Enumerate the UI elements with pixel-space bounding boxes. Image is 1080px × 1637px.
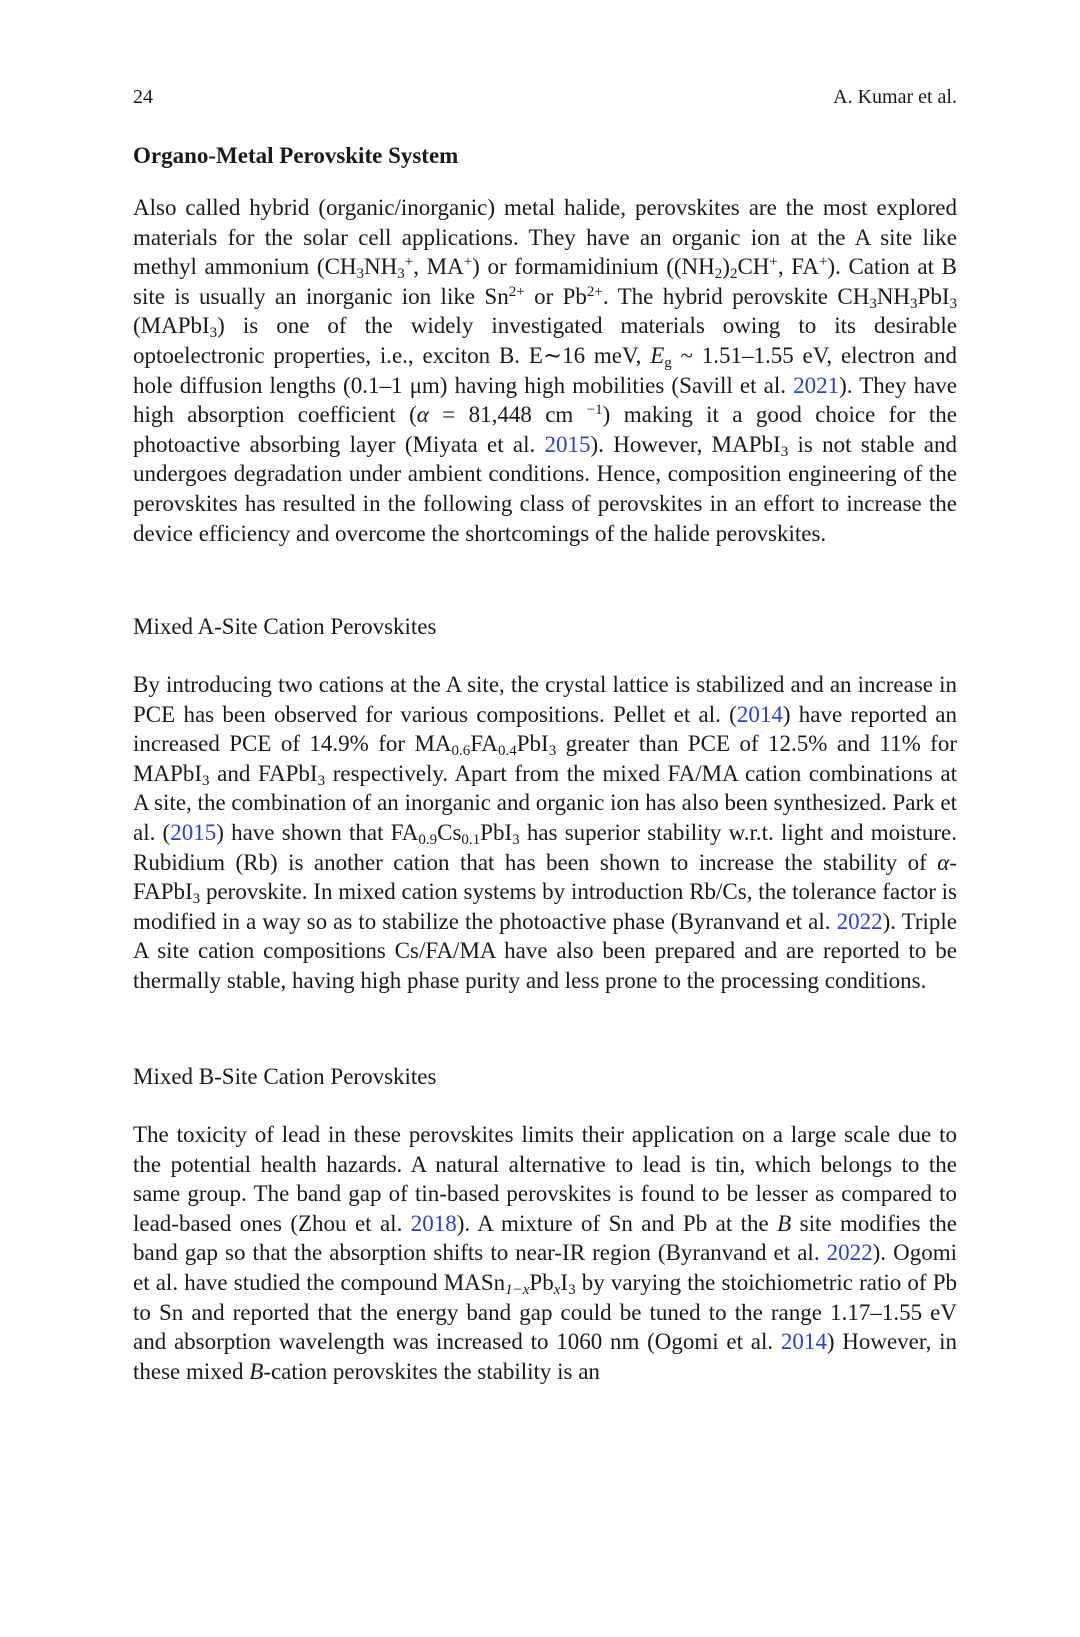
paragraph-b-site: The toxicity of lead in these perovskites limits their application on a large scale due to the potential health hazards. A natural alternative to lead is tin, which belongs to the same group. The band gap of tin-based perovskites is found to be lesser as compared to lead-based ones (Zhou et al. 2018). A mixture of Sn and Pb at the B site modifies the band gap so that the absorption shifts to near-IR region (Byranvand et al. 2022). Ogomi et al. have studied the compound $MASn_{1-x}Pb_xI_3$ by varying the stoichiometric ratio of Pb to Sn and reported that the energy band gap could be tuned to the range 1.17–1.55 eV and absorption wavelength was increased to 1060 nm (Ogomi et al. 2014) However, in these mixed B-cation perovskites the stability is an — [133, 1122, 958, 1384]
citation-link-pellet-2014[interactable]: 2014 — [736, 701, 783, 727]
citation-link-ogomi-2014[interactable]: 2014 — [780, 1329, 827, 1355]
page-number: 24 — [133, 86, 153, 108]
paragraph-a-site: By introducing two cations at the A site, the crystal lattice is stabilized and an increase in PCE has been observed for various compositions. Pellet et al. (2014) have reported an increased PCE of 14.9% for $MA_{0.6}FA_{0.4}PbI_3$ greater than PCE of 12.5% and 11% for MAPbI$_3$ and FAPbI$_3$ respectively. Apart from the mixed FA/MA cation combinations at A site, the combination of an inorganic and organic ion has also been synthesized. Park et al. (2015) have shown that $FA_{0.9}Cs_{0.1}PbI_3$ has superior stability w.r.t. light and moisture. Rubidium (Rb) is another cation that has been shown to increase the stability of α-FAPbI$_3$ perovskite. In mixed cation systems by introduction Rb/Cs, the tolerance factor is modified in a way so as to stabilize the photoactive phase (Byranvand et al. 2022). Triple A site cation compositions Cs/FA/MA have also been prepared and are reported to be thermally stable, having high phase purity and less prone to the processing conditions. — [133, 672, 958, 993]
citation-link-miyata-2015[interactable]: 2015 — [544, 431, 591, 457]
section-title: Organo-Metal Perovskite System — [133, 143, 459, 168]
running-author: A. Kumar et al. — [833, 86, 957, 108]
citation-link-park-2015[interactable]: 2015 — [170, 819, 217, 845]
subsection-title-b-site: Mixed B-Site Cation Perovskites — [133, 1064, 437, 1089]
citation-link-zhou-2018[interactable]: 2018 — [410, 1210, 457, 1236]
citation-link-byranvand-2022-b[interactable]: 2022 — [826, 1240, 873, 1266]
subsection-title-a-site: Mixed A-Site Cation Perovskites — [133, 614, 437, 639]
citation-link-savill-2021[interactable]: 2021 — [793, 372, 840, 398]
paragraph-intro: Also called hybrid (organic/inorganic) metal halide, perovskites are the most explored materials for the solar cell applications. They have an organic ion at the A site like methyl ammonium ($CH_3NH_3^+$, MA+) or formamidinium ($(NH_2)_2CH^+$, FA+). Cation at B site is usually an inorganic ion like $Sn^{2+}$ or $Pb^{2+}$. The hybrid perovskite $CH_3NH_3PbI_3$ (MAPbI$_3$) is one of the widely investigated materials owing to its desirable optoelectronic properties, i.e., exciton B. E∼16 meV, $E_g$ ~ 1.51–1.55 eV, electron and hole diffusion lengths (0.1–1 μm) having high mobilities (Savill et al. 2021). They have high absorption coefficient (α = 81,448 cm $^{-1}$) making it a good choice for the photoactive absorbing layer (Miyata et al. 2015). However, MAPbI$_3$ is not stable and undergoes degradation under ambient conditions. Hence, composition engineering of the perovskites has resulted in the following class of perovskites in an effort to increase the device efficiency and overcome the shortcomings of the halide perovskites. — [133, 195, 957, 546]
running-header — [133, 86, 957, 114]
citation-link-byranvand-2022[interactable]: 2022 — [836, 908, 883, 934]
